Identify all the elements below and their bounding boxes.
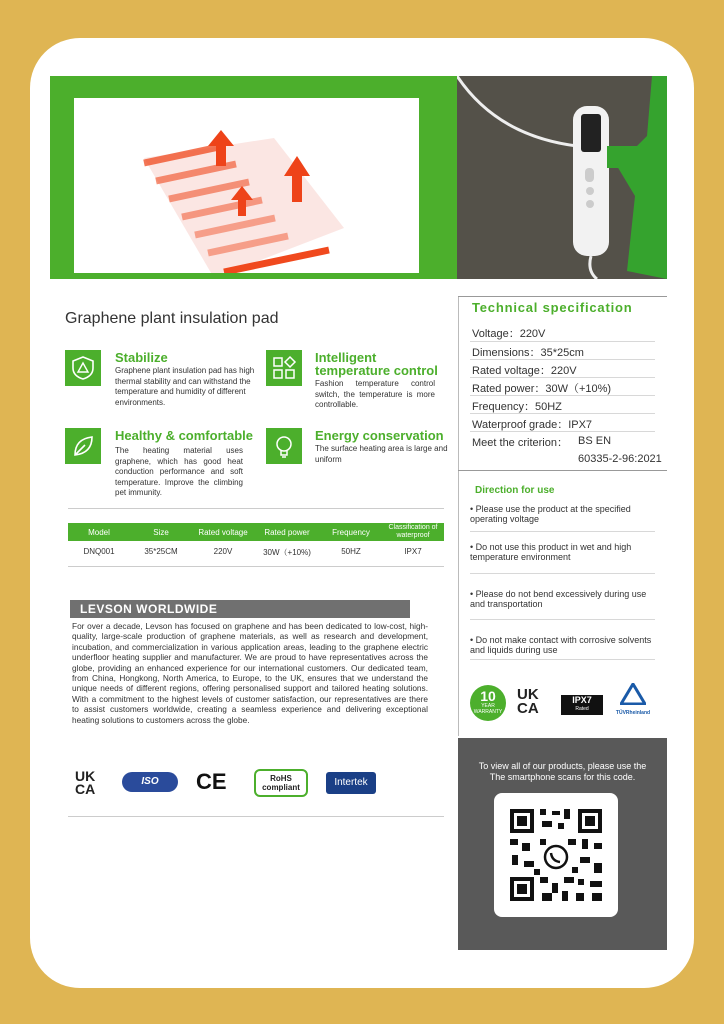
divider: [470, 573, 655, 574]
divider: [470, 619, 655, 620]
tuv-badge: TÜVRheinland: [613, 683, 653, 716]
intertek-logo: Intertek: [326, 772, 376, 794]
heating-pad-illustration: [74, 98, 419, 273]
divider: [68, 816, 444, 817]
feature-title-energy: Energy conservation: [315, 428, 444, 443]
spec-voltage: Voltage：220V: [472, 328, 546, 340]
feature-desc-healthy: The heating material uses graphene, which has good heat conduction performance and soft temperature. Improve the climbing pet immunity.: [115, 446, 243, 497]
spec-rated-voltage: Rated voltage：220V: [472, 365, 577, 377]
company-heading: LEVSON WORLDWIDE: [70, 600, 410, 618]
divider: [458, 296, 667, 297]
controller-photo: [457, 76, 667, 279]
direction-item: • Please use the product at the specified operating voltage: [470, 504, 631, 524]
spec-criterion-value: BS EN: [578, 435, 612, 447]
col-rated-voltage: Rated voltage: [198, 528, 248, 537]
ce-logo: CE: [196, 769, 227, 794]
product-title: Graphene plant insulation pad: [65, 310, 279, 327]
lightbulb-icon: [266, 428, 302, 464]
divider: [470, 413, 655, 414]
company-description: For over a decade, Levson has focused on graphene and has been dedicated to low-cost, high-quality, large-scale production of graphene materials, as well as research and development, incubation, and commercialization in various application areas, leading to the graphene electric underfloor heating supplier and manufacturer. We are proud to have representatives across the globe, providing an enhanced experience for our international customers. Our dedicated team, from China, Hongkong, North America, to Europe, to the UK, ensures that we understand the unique needs of different regions, offering personalised support and tailored heating solutions. With a commitment to the highest levels of customer satisfaction, our representatives are there to assist customers worldwide, creating a seamless experience and delivering exceptional heating solutions to customers across the globe.: [72, 621, 428, 725]
qr-code-graphic: [494, 793, 618, 917]
temperature-control-icon: [266, 350, 302, 386]
tuv-triangle-icon: [620, 683, 646, 705]
spec-title: Technical specification: [472, 300, 633, 315]
spec-dimensions: Dimensions：35*25cm: [472, 347, 584, 359]
cell-power: 30W（+10%): [263, 548, 311, 557]
direction-item: • Do not make contact with corrosive solvents and liquids during use: [470, 635, 652, 655]
flyer-card: [30, 38, 694, 988]
qr-code[interactable]: [494, 793, 618, 917]
cell-size: 35*25CM: [144, 547, 178, 556]
divider: [470, 359, 655, 360]
col-rated-power: Rated power: [264, 528, 310, 537]
ukca-badge: UK CA: [517, 686, 539, 717]
cell-frequency: 50HZ: [341, 547, 361, 556]
spec-criterion-label: Meet the criterion：: [472, 437, 568, 449]
divider: [470, 341, 655, 342]
column-divider: [458, 296, 459, 736]
divider: [68, 566, 444, 567]
divider: [470, 377, 655, 378]
feature-title-temperature-control: Intelligent temperature control: [315, 350, 438, 378]
divider: [470, 659, 655, 660]
cell-voltage: 220V: [213, 547, 233, 556]
divider: [470, 431, 655, 432]
divider: [458, 470, 667, 471]
divider: [68, 508, 444, 509]
warranty-badge: 10 YEAR WARRANTY: [470, 685, 506, 721]
hero-illustration-panel: [74, 98, 419, 273]
col-waterproof: Classification of waterproof: [388, 524, 438, 539]
divider: [470, 531, 655, 532]
feature-title-stabilize: Stabilize: [115, 350, 168, 365]
directions-title: Direction for use: [475, 485, 555, 496]
iso-logo: ISO: [122, 772, 178, 792]
feature-desc-energy: The surface heating area is large and uniform: [315, 444, 448, 464]
feature-desc-stabilize: Graphene plant insulation pad has high thermal stability and can withstand the temperature and humidity of different environments.: [115, 366, 255, 407]
col-model: Model: [88, 528, 110, 537]
rohs-logo: RoHS compliant: [254, 769, 308, 797]
col-size: Size: [153, 528, 169, 537]
ukca-logo: UK CA: [75, 768, 96, 797]
spec-waterproof: Waterproof grade：IPX7: [472, 419, 593, 431]
direction-item: • Do not use this product in wet and high temperature environment: [470, 542, 632, 562]
cell-waterproof: IPX7: [404, 547, 422, 556]
spec-rated-power: Rated power：30W（+10%): [472, 383, 612, 395]
ipx7-badge: IPX7 Rated: [561, 695, 603, 715]
spec-table-header: [68, 523, 444, 541]
product-photo: [457, 76, 667, 279]
cell-model: DNQ001: [83, 547, 115, 556]
divider: [470, 395, 655, 396]
qr-instruction: To view all of our products, please use the The smartphone scans for this code.: [478, 761, 647, 782]
direction-item: • Please do not bend excessively during use and transportation: [470, 589, 647, 609]
table-row: [68, 547, 444, 561]
spec-frequency: Frequency：50HZ: [472, 401, 562, 413]
spec-criterion-value-2: 60335-2-96:2021: [578, 453, 662, 465]
stabilize-icon: [65, 350, 101, 386]
leaf-icon: [65, 428, 101, 464]
feature-title-healthy: Healthy & comfortable: [115, 428, 253, 443]
feature-desc-temperature-control: Fashion temperature control switch, the temperature is more controllable.: [315, 379, 435, 409]
col-frequency: Frequency: [332, 528, 370, 537]
